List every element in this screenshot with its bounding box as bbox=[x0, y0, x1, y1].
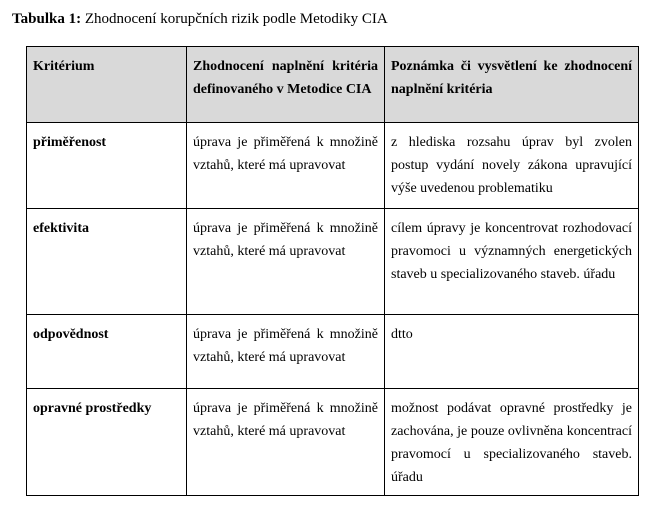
table-row bbox=[27, 315, 639, 389]
table-caption bbox=[12, 10, 388, 28]
caption-label: Tabulka 1: bbox=[12, 11, 82, 27]
criterion-cell: přiměřenost bbox=[27, 123, 187, 209]
header-assessment: Zhodnocení naplnění kritéria definovaného v Metodice CIA bbox=[187, 47, 385, 123]
table-row bbox=[27, 389, 639, 496]
assessment-cell: úprava je přiměřená k množině vztahů, které má upravovat bbox=[187, 209, 385, 315]
note-cell: z hlediska rozsahu úprav byl zvolen postup vydání novely zákona upravující výše uvedenou problematiku bbox=[385, 123, 639, 209]
cia-risk-table bbox=[26, 46, 639, 496]
criterion-cell: opravné prostředky bbox=[27, 389, 187, 496]
table-header-row bbox=[27, 47, 639, 123]
header-criterion: Kritérium bbox=[27, 47, 187, 123]
assessment-cell: úprava je přiměřená k množině vztahů, které má upravovat bbox=[187, 389, 385, 496]
table-row bbox=[27, 209, 639, 315]
table-row bbox=[27, 123, 639, 209]
caption-text: Zhodnocení korupčních rizik podle Metodiky CIA bbox=[81, 11, 388, 27]
note-cell: cílem úpravy je koncentrovat rozhodovací pravomoci u významných energetických staveb u specializovaného staveb. úřadu bbox=[385, 209, 639, 315]
assessment-cell: úprava je přiměřená k množině vztahů, které má upravovat bbox=[187, 123, 385, 209]
note-cell: možnost podávat opravné prostředky je zachována, je pouze ovlivněna koncentrací pravomocí u specializovaného staveb. úřadu bbox=[385, 389, 639, 496]
criterion-cell: efektivita bbox=[27, 209, 187, 315]
note-cell: dtto bbox=[385, 315, 639, 389]
header-note: Poznámka či vysvětlení ke zhodnocení naplnění kritéria bbox=[385, 47, 639, 123]
criterion-cell: odpovědnost bbox=[27, 315, 187, 389]
assessment-cell: úprava je přiměřená k množině vztahů, které má upravovat bbox=[187, 315, 385, 389]
